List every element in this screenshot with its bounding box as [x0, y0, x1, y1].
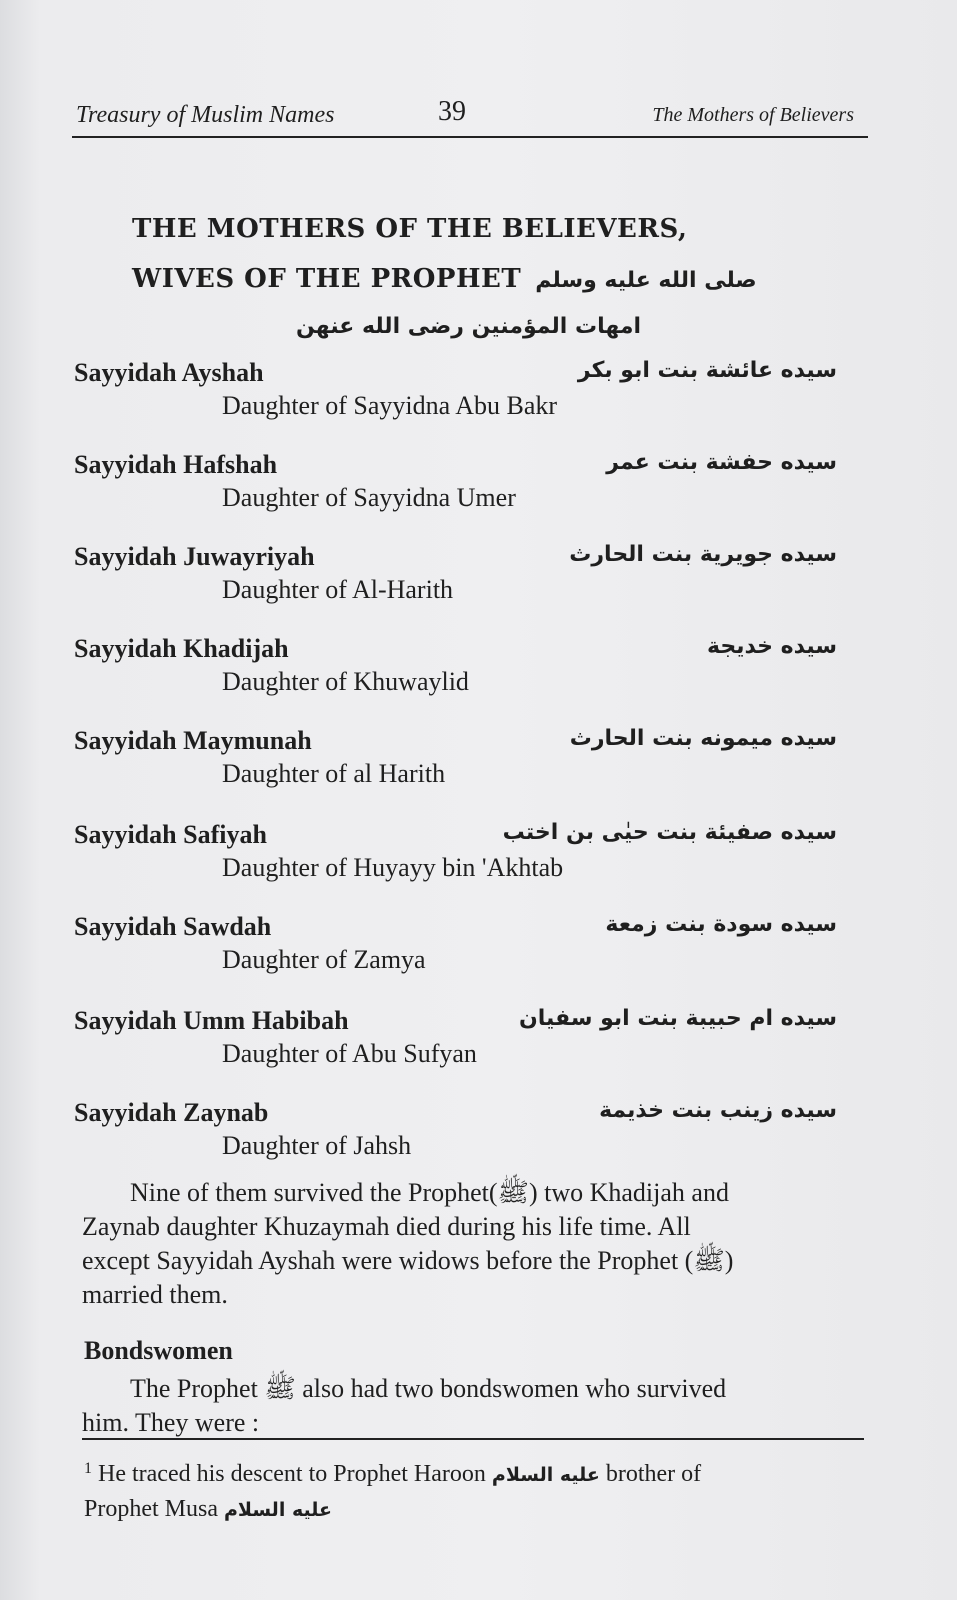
survival-paragraph — [82, 1176, 862, 1312]
entry-name: Sayyidah Safiyah — [74, 820, 267, 849]
entry-arabic-name: سیده میمونه بنت الحارث — [569, 726, 837, 751]
entry-lineage: Daughter of Khuwaylid — [222, 667, 469, 696]
salutation-arabic: صلى الله عليه وسلم — [535, 268, 757, 293]
entry-name: Sayyidah Khadijah — [74, 634, 289, 663]
footnote-arabic: علیه السلام — [491, 1464, 600, 1486]
bondswomen-paragraph — [82, 1372, 862, 1440]
footnote-divider — [82, 1438, 864, 1440]
section-title-line2 — [132, 264, 757, 294]
entry-arabic-name: سیده زینب بنت خذیمة — [599, 1098, 837, 1123]
wife-entry — [0, 358, 957, 448]
wife-entry — [0, 542, 957, 632]
wife-entry — [0, 634, 957, 724]
book-title: Treasury of Muslim Names — [76, 102, 335, 128]
entry-lineage: Daughter of Zamya — [222, 945, 426, 974]
entry-arabic-name: سیده جویریة بنت الحارث — [569, 542, 837, 567]
entry-lineage: Daughter of Al-Harith — [222, 575, 454, 604]
entry-name: Sayyidah Sawdah — [74, 912, 272, 941]
wife-entry — [0, 912, 957, 1002]
footnote-text: brother of — [605, 1461, 702, 1487]
section-title-text: WIVES OF THE PROPHET — [132, 264, 522, 294]
paragraph-line: Zaynab daughter Khuzaymah died during his life time. All — [82, 1212, 691, 1241]
footnote-text: He traced his descent to Prophet Haroon — [98, 1461, 486, 1487]
footnote-line — [84, 1452, 862, 1492]
chapter-title: The Mothers of Believers — [652, 104, 854, 126]
entry-arabic-name: سیده حفشة بنت عمر — [606, 450, 837, 475]
paragraph-line: him. They were : — [82, 1408, 260, 1437]
entry-name: Sayyidah Maymunah — [74, 726, 312, 755]
wife-entry — [0, 820, 957, 910]
entry-arabic-name: سیده خدیجة — [707, 634, 837, 659]
running-header — [72, 96, 868, 138]
entry-lineage: Daughter of Jahsh — [222, 1131, 412, 1160]
paragraph-line: except Sayyidah Ayshah were widows before the Prophet (ﷺ) — [82, 1246, 734, 1275]
wife-entry — [0, 1098, 957, 1188]
entry-lineage: Daughter of Sayyidna Umer — [222, 483, 516, 512]
entry-name: Sayyidah Ayshah — [74, 358, 264, 387]
footnote-arabic: علیه السلام — [224, 1499, 332, 1521]
entry-lineage: Daughter of Sayyidna Abu Bakr — [222, 391, 558, 420]
paragraph-line: Nine of them survived the Prophet(ﷺ) two Khadijah and — [130, 1178, 729, 1207]
entry-arabic-name: سیده عائشة بنت ابو بکر — [577, 358, 837, 383]
entry-arabic-name: سیده سودة بنت زمعة — [605, 912, 837, 937]
entry-arabic-name: سیده صفیئة بنت حیٰی بن اختب — [502, 820, 837, 845]
section-title-line1: THE MOTHERS OF THE BELIEVERS, — [132, 214, 688, 244]
wife-entry — [0, 1006, 957, 1096]
bondswomen-heading: Bondswomen — [84, 1336, 233, 1365]
wife-entry — [0, 450, 957, 540]
entry-arabic-name: سیده ام حبیبة بنت ابو سفیان — [518, 1006, 837, 1031]
entry-name: Sayyidah Umm Habibah — [74, 1006, 349, 1035]
entry-lineage: Daughter of Huyayy bin 'Akhtab — [222, 853, 564, 882]
wife-entry — [0, 726, 957, 816]
footnote-text: Prophet Musa — [84, 1496, 218, 1522]
entry-name: Sayyidah Hafshah — [74, 450, 278, 479]
entry-name: Sayyidah Juwayriyah — [74, 542, 315, 571]
entry-lineage: Daughter of al Harith — [222, 759, 446, 788]
footnote-marker: 1 — [84, 1460, 92, 1477]
arabic-subtitle: امهات المؤمنين رضى الله عنهن — [296, 314, 642, 339]
entry-name: Sayyidah Zaynab — [74, 1098, 269, 1127]
paragraph-line: The Prophet ﷺ also had two bondswomen who survived — [130, 1374, 727, 1403]
entry-lineage: Daughter of Abu Sufyan — [222, 1039, 477, 1068]
paragraph-line: married them. — [82, 1280, 228, 1309]
footnote — [84, 1452, 862, 1527]
page-number: 39 — [438, 96, 466, 127]
footnote-line — [84, 1492, 862, 1527]
